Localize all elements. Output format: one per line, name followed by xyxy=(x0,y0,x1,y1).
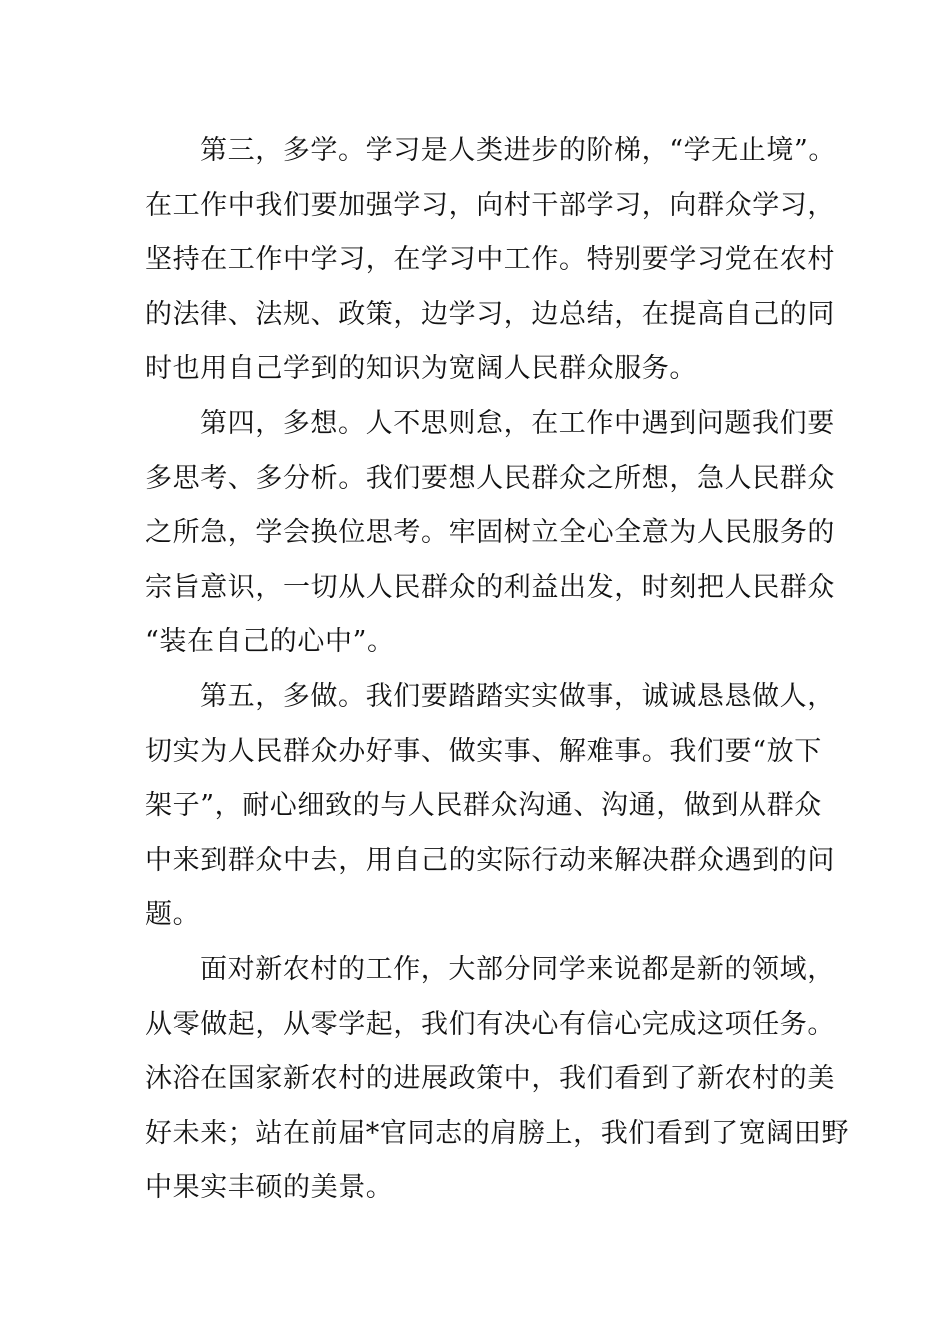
text-line: 沐浴在国家新农村的进展政策中，我们看到了新农村的美 xyxy=(145,1063,835,1095)
text-line: 的法律、法规、政策，边学习，边总结，在提高自己的同 xyxy=(145,298,835,330)
text-line: 第三，多学。学习是人类进步的阶梯，“学无止境”。 xyxy=(200,135,837,166)
text-line: 多思考、多分析。我们要想人民群众之所想，急人民群众 xyxy=(145,462,835,494)
text-line: “装在自己的心中”。 xyxy=(145,626,395,658)
text-line: 从零做起，从零学起，我们有决心有信心完成这项任务。 xyxy=(145,1008,835,1040)
text-line: 在工作中我们要加强学习，向村干部学习，向群众学习， xyxy=(145,189,835,221)
text-line: 面对新农村的工作，大部分同学来说都是新的领域， xyxy=(200,953,835,985)
text-line: 中果实丰硕的美景。 xyxy=(145,1172,394,1204)
text-line: 中来到群众中去，用自己的实际行动来解决群众遇到的问 xyxy=(145,844,835,876)
text-line: 宗旨意识，一切从人民群众的利益出发，时刻把人民群众 xyxy=(145,571,835,603)
text-line: 好未来；站在前届*官同志的肩膀上，我们看到了宽阔田野 xyxy=(145,1117,850,1149)
paragraph-think xyxy=(145,397,835,670)
text-line: 切实为人民群众办好事、做实事、解难事。我们要“放下 xyxy=(145,735,822,767)
text-line: 之所急，学会换位思考。牢固树立全心全意为人民服务的 xyxy=(145,517,835,549)
text-line: 坚持在工作中学习，在学习中工作。特别要学习党在农村 xyxy=(145,244,835,276)
document-body xyxy=(145,124,850,1216)
paragraph-conclusion xyxy=(145,943,850,1216)
text-line: 第五，多做。我们要踏踏实实做事，诚诚恳恳做人， xyxy=(200,680,835,712)
text-line: 第四，多想。人不思则怠，在工作中遇到问题我们要 xyxy=(200,407,835,439)
text-line: 题。 xyxy=(145,899,201,931)
paragraph-study xyxy=(145,124,835,397)
text-line: 时也用自己学到的知识为宽阔人民群众服务。 xyxy=(145,353,697,385)
text-line: 架子”，耐心细致的与人民群众沟通、沟通，做到从群众 xyxy=(145,790,822,822)
paragraph-do xyxy=(145,670,835,943)
